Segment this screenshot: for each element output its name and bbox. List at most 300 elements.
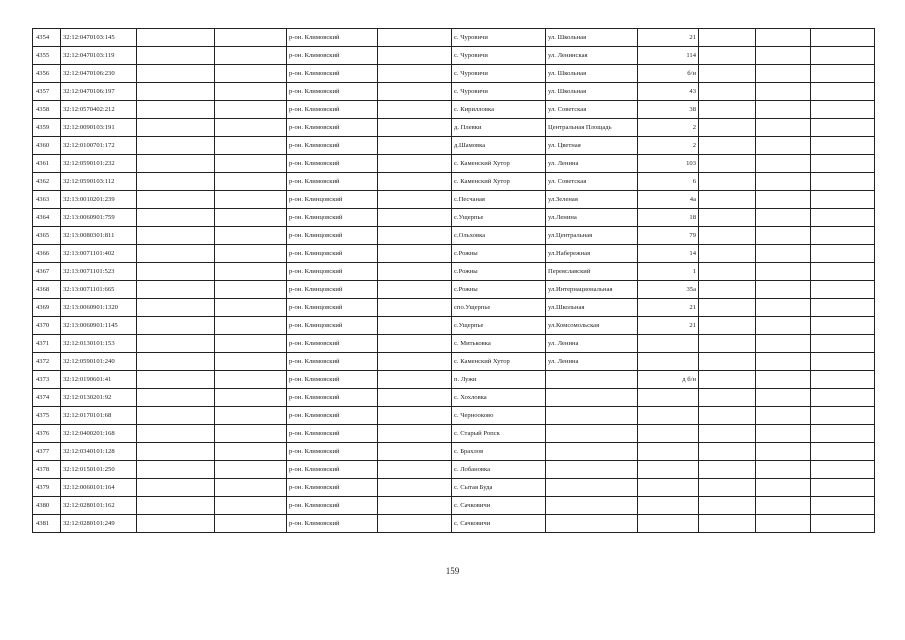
cell-settlement: с. Каменский Хутор [452, 155, 546, 173]
table-row [33, 497, 875, 515]
cell-empty [215, 119, 287, 137]
cell-street: ул. Школьная [546, 83, 638, 101]
cell-empty [215, 443, 287, 461]
cell-empty [137, 83, 215, 101]
cell-district: р-он. Климовский [287, 515, 378, 533]
cell-empty [378, 425, 452, 443]
cell-empty [137, 299, 215, 317]
cell-empty [699, 389, 756, 407]
cell-settlement: с. Чуровичи [452, 65, 546, 83]
cell-house-number [638, 425, 699, 443]
cell-empty [699, 299, 756, 317]
cell-cadastral-number: 32:12:0150101:250 [61, 461, 137, 479]
cell-empty [215, 227, 287, 245]
cell-number: 4361 [33, 155, 61, 173]
cell-empty [811, 263, 875, 281]
cell-street [546, 461, 638, 479]
cell-number: 4368 [33, 281, 61, 299]
cell-street: ул. Цветная [546, 137, 638, 155]
cell-district: р-он. Клинцовский [287, 209, 378, 227]
cell-empty [756, 173, 811, 191]
cell-cadastral-number: 32:12:0400201:168 [61, 425, 137, 443]
cell-empty [137, 191, 215, 209]
cell-empty [756, 101, 811, 119]
cell-settlement: с. Каменский Хутор [452, 173, 546, 191]
cell-empty [137, 389, 215, 407]
cell-empty [215, 461, 287, 479]
cell-street: ул. Школьная [546, 65, 638, 83]
cell-empty [699, 173, 756, 191]
cell-number: 4362 [33, 173, 61, 191]
cell-empty [378, 299, 452, 317]
cell-settlement: с. Каменский Хутор [452, 353, 546, 371]
cell-empty [137, 479, 215, 497]
table-row [33, 29, 875, 47]
cell-empty [215, 497, 287, 515]
cell-empty [756, 497, 811, 515]
cell-empty [215, 83, 287, 101]
cell-settlement: с. Старый Ропск [452, 425, 546, 443]
cell-district: р-он. Климовский [287, 389, 378, 407]
cell-district: р-он. Клинцовский [287, 191, 378, 209]
cell-number: 4354 [33, 29, 61, 47]
cell-empty [699, 119, 756, 137]
cell-empty [699, 479, 756, 497]
cell-house-number: б/н [638, 65, 699, 83]
cell-number: 4377 [33, 443, 61, 461]
cell-street [546, 479, 638, 497]
cell-empty [215, 263, 287, 281]
cell-empty [756, 479, 811, 497]
cell-empty [811, 191, 875, 209]
table-row [33, 317, 875, 335]
cell-settlement: с. Чернооково [452, 407, 546, 425]
cell-empty [756, 191, 811, 209]
cell-street [546, 389, 638, 407]
cell-settlement: с.Рожны [452, 245, 546, 263]
cell-district: р-он. Климовский [287, 83, 378, 101]
cell-house-number: 43 [638, 83, 699, 101]
cell-street: ул. Школьная [546, 29, 638, 47]
cell-empty [756, 47, 811, 65]
cell-district: р-он. Клинцовский [287, 245, 378, 263]
cell-district: р-он. Климовский [287, 119, 378, 137]
cell-empty [756, 29, 811, 47]
cell-empty [378, 335, 452, 353]
cell-empty [215, 29, 287, 47]
cell-street [546, 371, 638, 389]
cell-number: 4381 [33, 515, 61, 533]
cell-empty [756, 371, 811, 389]
cell-street [546, 443, 638, 461]
cell-empty [215, 479, 287, 497]
cell-house-number: 79 [638, 227, 699, 245]
table-row [33, 299, 875, 317]
cell-empty [378, 479, 452, 497]
table-row [33, 479, 875, 497]
cell-empty [215, 137, 287, 155]
table-row [33, 191, 875, 209]
cell-empty [699, 497, 756, 515]
cell-empty [378, 497, 452, 515]
cell-street: Центральная Площадь [546, 119, 638, 137]
cell-empty [756, 407, 811, 425]
cell-settlement: с. Сачковичи [452, 497, 546, 515]
cell-cadastral-number: 32:12:0340101:128 [61, 443, 137, 461]
cell-street [546, 515, 638, 533]
cell-cadastral-number: 32:13:0060901:1145 [61, 317, 137, 335]
cell-empty [137, 137, 215, 155]
cell-empty [699, 137, 756, 155]
cell-empty [378, 173, 452, 191]
cell-number: 4358 [33, 101, 61, 119]
cell-empty [811, 101, 875, 119]
cell-cadastral-number: 32:12:0590103:112 [61, 173, 137, 191]
cell-empty [378, 245, 452, 263]
cell-empty [215, 47, 287, 65]
cell-empty [215, 191, 287, 209]
cell-empty [378, 83, 452, 101]
cell-settlement: с. Брахлов [452, 443, 546, 461]
cell-empty [137, 29, 215, 47]
cell-number: 4364 [33, 209, 61, 227]
cell-empty [215, 515, 287, 533]
cell-number: 4363 [33, 191, 61, 209]
cell-empty [137, 407, 215, 425]
cell-number: 4360 [33, 137, 61, 155]
cell-number: 4380 [33, 497, 61, 515]
cell-cadastral-number: 32:13:0060901:759 [61, 209, 137, 227]
cell-empty [811, 461, 875, 479]
cell-empty [756, 281, 811, 299]
cell-district: р-он. Климовский [287, 101, 378, 119]
cell-settlement: с. Сачковичи [452, 515, 546, 533]
cell-district: р-он. Климовский [287, 65, 378, 83]
cell-number: 4378 [33, 461, 61, 479]
cell-empty [378, 353, 452, 371]
cell-cadastral-number: 32:13:0071101:523 [61, 263, 137, 281]
cell-empty [137, 443, 215, 461]
cell-cadastral-number: 32:12:0590101:240 [61, 353, 137, 371]
cell-cadastral-number: 32:12:0470103:145 [61, 29, 137, 47]
cell-empty [699, 245, 756, 263]
table-row [33, 227, 875, 245]
cell-empty [137, 371, 215, 389]
cell-cadastral-number: 32:13:0071101:402 [61, 245, 137, 263]
cell-empty [756, 227, 811, 245]
cell-number: 4372 [33, 353, 61, 371]
table-row [33, 389, 875, 407]
cell-settlement: д. Плевки [452, 119, 546, 137]
cell-empty [378, 515, 452, 533]
cell-number: 4379 [33, 479, 61, 497]
cell-street: ул.Зеленая [546, 191, 638, 209]
cell-empty [137, 65, 215, 83]
cell-empty [811, 281, 875, 299]
cell-cadastral-number: 32:13:0010201:239 [61, 191, 137, 209]
cell-empty [699, 191, 756, 209]
cell-house-number [638, 497, 699, 515]
cell-empty [378, 371, 452, 389]
cell-house-number: 6 [638, 173, 699, 191]
cell-empty [811, 209, 875, 227]
cell-number: 4375 [33, 407, 61, 425]
cell-settlement: с.Песчаная [452, 191, 546, 209]
cell-street: ул. Ленина [546, 335, 638, 353]
cell-empty [215, 173, 287, 191]
cell-number: 4366 [33, 245, 61, 263]
cell-empty [378, 119, 452, 137]
cell-district: р-он. Клинцовский [287, 299, 378, 317]
cell-empty [378, 443, 452, 461]
cell-cadastral-number: 32:13:0071101:665 [61, 281, 137, 299]
table-row [33, 407, 875, 425]
cell-empty [215, 389, 287, 407]
cell-cadastral-number: 32:12:0470103:119 [61, 47, 137, 65]
cell-empty [756, 515, 811, 533]
table-row [33, 47, 875, 65]
cell-district: р-он. Климовский [287, 407, 378, 425]
cell-number: 4359 [33, 119, 61, 137]
table-row [33, 371, 875, 389]
cell-empty [378, 47, 452, 65]
cell-empty [699, 407, 756, 425]
cell-empty [378, 137, 452, 155]
cell-settlement: с. Кирилловка [452, 101, 546, 119]
table-row [33, 425, 875, 443]
cell-settlement: с.Ущерпье [452, 209, 546, 227]
cell-empty [811, 155, 875, 173]
cell-empty [215, 299, 287, 317]
cell-empty [756, 389, 811, 407]
cell-district: р-он. Климовский [287, 497, 378, 515]
cell-cadastral-number: 32:13:0060901:1320 [61, 299, 137, 317]
cell-empty [811, 479, 875, 497]
cell-empty [756, 155, 811, 173]
cell-cadastral-number: 32:12:0130201:92 [61, 389, 137, 407]
cell-empty [699, 83, 756, 101]
cell-settlement: с. Сытая Буда [452, 479, 546, 497]
cell-empty [215, 281, 287, 299]
table-row [33, 119, 875, 137]
cell-empty [215, 65, 287, 83]
cell-number: 4370 [33, 317, 61, 335]
cell-empty [137, 497, 215, 515]
cell-house-number: 38 [638, 101, 699, 119]
cell-cadastral-number: 32:12:0090103:191 [61, 119, 137, 137]
cell-district: р-он. Клинцовский [287, 317, 378, 335]
cell-empty [137, 101, 215, 119]
cell-district: р-он. Климовский [287, 29, 378, 47]
cell-house-number: 21 [638, 29, 699, 47]
cell-empty [378, 65, 452, 83]
cell-street: Переяславский [546, 263, 638, 281]
cell-street: ул. Советская [546, 101, 638, 119]
cell-empty [756, 461, 811, 479]
cell-cadastral-number: 32:12:0100701:172 [61, 137, 137, 155]
cell-empty [699, 281, 756, 299]
cell-cadastral-number: 32:12:0590101:232 [61, 155, 137, 173]
cell-empty [756, 119, 811, 137]
cell-empty [378, 227, 452, 245]
cell-street: ул. Советская [546, 173, 638, 191]
cell-empty [137, 317, 215, 335]
cell-empty [811, 173, 875, 191]
cell-number: 4367 [33, 263, 61, 281]
cell-empty [137, 263, 215, 281]
cell-cadastral-number: 32:12:0170101:68 [61, 407, 137, 425]
cell-empty [378, 155, 452, 173]
cell-empty [811, 137, 875, 155]
cell-house-number [638, 515, 699, 533]
cell-empty [215, 155, 287, 173]
cell-house-number: д б/н [638, 371, 699, 389]
cell-empty [215, 317, 287, 335]
table-row [33, 83, 875, 101]
table-row [33, 281, 875, 299]
cell-cadastral-number: 32:12:0280101:162 [61, 497, 137, 515]
cell-empty [137, 515, 215, 533]
cell-street: ул.Ленина [546, 209, 638, 227]
cell-house-number [638, 353, 699, 371]
cell-district: р-он. Климовский [287, 155, 378, 173]
cell-house-number [638, 335, 699, 353]
table-row [33, 155, 875, 173]
cell-empty [699, 155, 756, 173]
cell-empty [811, 371, 875, 389]
cell-settlement: с. Митьковка [452, 335, 546, 353]
cell-number: 4374 [33, 389, 61, 407]
cell-house-number: 21 [638, 299, 699, 317]
cell-empty [756, 65, 811, 83]
cell-house-number: 2 [638, 119, 699, 137]
cell-district: р-он. Климовский [287, 371, 378, 389]
cell-settlement: с. Чуровичи [452, 47, 546, 65]
cell-empty [699, 371, 756, 389]
table-row [33, 173, 875, 191]
cell-settlement: с. Лобановка [452, 461, 546, 479]
cell-cadastral-number: 32:12:0060101:164 [61, 479, 137, 497]
cell-settlement: с.Ольховка [452, 227, 546, 245]
cell-house-number: 35а [638, 281, 699, 299]
table-row [33, 443, 875, 461]
cell-settlement: п. Лужи [452, 371, 546, 389]
cell-empty [378, 389, 452, 407]
cell-empty [699, 353, 756, 371]
cell-empty [215, 425, 287, 443]
cell-empty [378, 461, 452, 479]
table-row [33, 515, 875, 533]
cell-empty [811, 407, 875, 425]
cell-empty [811, 389, 875, 407]
cell-empty [378, 317, 452, 335]
cell-empty [137, 47, 215, 65]
cell-empty [378, 101, 452, 119]
cell-empty [811, 245, 875, 263]
cell-number: 4357 [33, 83, 61, 101]
cell-street: ул. Ленина [546, 155, 638, 173]
cell-empty [811, 335, 875, 353]
cell-empty [699, 461, 756, 479]
cell-district: р-он. Клинцовский [287, 281, 378, 299]
table-row [33, 245, 875, 263]
cell-empty [699, 335, 756, 353]
cell-empty [756, 335, 811, 353]
cell-empty [756, 245, 811, 263]
cell-number: 4369 [33, 299, 61, 317]
cell-empty [137, 245, 215, 263]
cell-empty [811, 83, 875, 101]
cell-street: ул.Центральная [546, 227, 638, 245]
cell-empty [699, 209, 756, 227]
cell-district: р-он. Климовский [287, 173, 378, 191]
table-row [33, 263, 875, 281]
cell-empty [811, 317, 875, 335]
cell-district: р-он. Климовский [287, 479, 378, 497]
cell-empty [699, 65, 756, 83]
cell-house-number: 1 [638, 263, 699, 281]
cell-house-number [638, 479, 699, 497]
cell-empty [215, 245, 287, 263]
cell-house-number: 103 [638, 155, 699, 173]
cell-empty [137, 173, 215, 191]
cell-street: ул.Школьная [546, 299, 638, 317]
cell-empty [378, 29, 452, 47]
cell-empty [137, 209, 215, 227]
cell-house-number: 4а [638, 191, 699, 209]
cell-number: 4356 [33, 65, 61, 83]
cell-empty [811, 29, 875, 47]
cell-house-number [638, 389, 699, 407]
cell-empty [378, 263, 452, 281]
cell-empty [699, 101, 756, 119]
cell-empty [137, 281, 215, 299]
cell-empty [215, 407, 287, 425]
cell-empty [215, 209, 287, 227]
table-row [33, 65, 875, 83]
cell-empty [137, 155, 215, 173]
cell-street: ул.Комсомольская [546, 317, 638, 335]
records-table [32, 28, 875, 533]
cell-settlement: с.Ущерпье [452, 317, 546, 335]
cell-empty [699, 47, 756, 65]
cell-district: р-он. Климовский [287, 335, 378, 353]
cell-cadastral-number: 32:12:0570402:212 [61, 101, 137, 119]
cell-street [546, 497, 638, 515]
cell-house-number: 21 [638, 317, 699, 335]
cell-empty [756, 137, 811, 155]
table-row [33, 461, 875, 479]
cell-empty [137, 119, 215, 137]
cell-empty [811, 443, 875, 461]
cell-district: р-он. Климовский [287, 461, 378, 479]
cell-empty [378, 191, 452, 209]
cell-empty [699, 29, 756, 47]
cell-house-number: 18 [638, 209, 699, 227]
cell-number: 4371 [33, 335, 61, 353]
cell-empty [756, 443, 811, 461]
cell-house-number [638, 407, 699, 425]
cell-empty [811, 497, 875, 515]
cell-street: ул.Интернациональная [546, 281, 638, 299]
cell-empty [137, 353, 215, 371]
cell-empty [137, 425, 215, 443]
cell-number: 4365 [33, 227, 61, 245]
cell-street: ул. Ленинская [546, 47, 638, 65]
cell-empty [811, 227, 875, 245]
cell-empty [811, 353, 875, 371]
cell-cadastral-number: 32:12:0130101:153 [61, 335, 137, 353]
